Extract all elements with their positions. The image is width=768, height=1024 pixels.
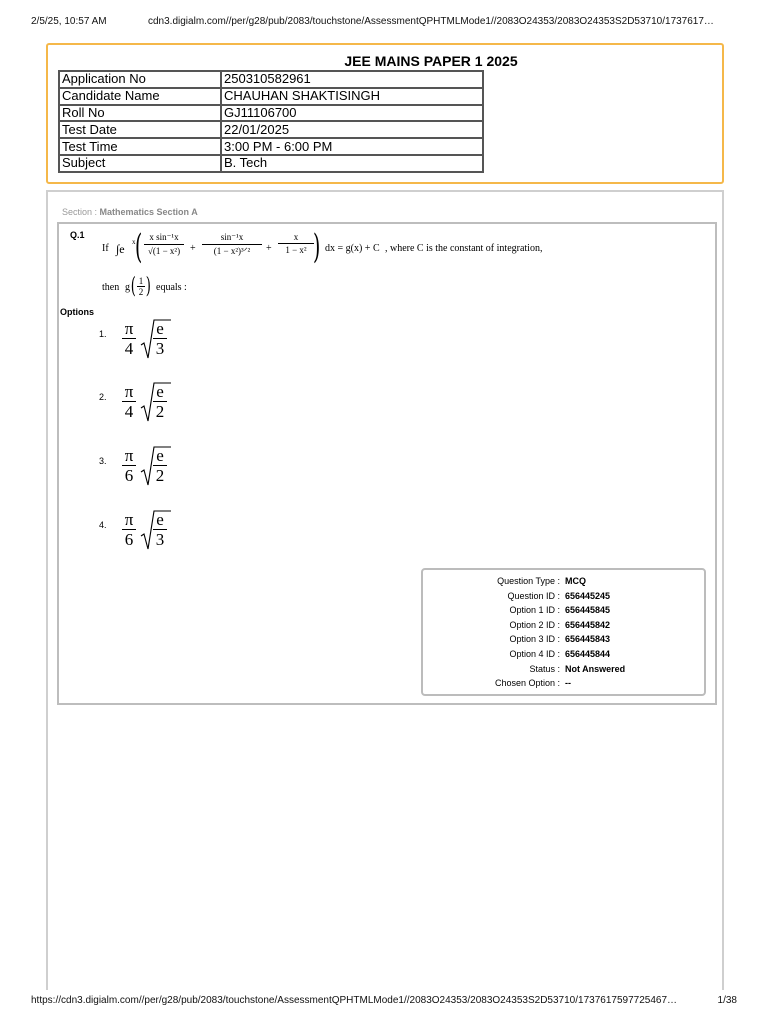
print-header <box>31 16 737 30</box>
info-value: 22/01/2025 <box>221 121 483 138</box>
e-symbol: e <box>153 446 167 466</box>
e-symbol: e <box>153 382 167 402</box>
meta-row <box>423 664 704 679</box>
eq-term1-num: x sin⁻¹x <box>144 232 184 245</box>
prompt-open-paren: ( <box>130 274 136 299</box>
meta-value: Not Answered <box>565 663 626 674</box>
eq-term2-den: (1 − x²)³ᐟ² <box>213 246 251 256</box>
option-e-fraction <box>153 446 167 485</box>
meta-value: 656445842 <box>565 619 611 630</box>
info-label: Test Date <box>59 121 221 138</box>
meta-value: 656445245 <box>565 590 611 601</box>
option-pi-fraction <box>122 382 136 421</box>
pi-symbol: π <box>122 446 136 466</box>
e-denominator: 3 <box>155 530 165 549</box>
e-denominator: 2 <box>155 466 165 485</box>
eq-term3 <box>278 232 314 255</box>
print-timestamp: 2/5/25, 10:57 AM <box>31 16 107 27</box>
prompt-func: g <box>125 282 130 293</box>
pi-denominator: 6 <box>124 530 134 549</box>
option-number: 2. <box>99 392 107 402</box>
prompt-close-paren: ) <box>145 274 151 299</box>
meta-label: Question ID : <box>507 590 560 601</box>
pi-denominator: 4 <box>124 339 134 358</box>
option-2[interactable] <box>99 382 189 424</box>
option-1[interactable] <box>99 319 189 361</box>
meta-label: Option 3 ID : <box>509 634 560 645</box>
meta-value: 656445845 <box>565 605 611 616</box>
info-row <box>59 105 483 122</box>
eq-term2 <box>202 232 262 257</box>
option-4[interactable] <box>99 510 189 552</box>
eq-term2-num: sin⁻¹x <box>202 232 262 245</box>
e-denominator: 3 <box>155 339 165 358</box>
footer-url[interactable]: https://cdn3.digialm.com//per/g28/pub/2083/touchstone/AssessmentQPHTMLMode1//2083O24353/2083O24353S2D53710/1737617597725467… <box>31 995 678 1006</box>
info-label: Roll No <box>59 105 221 122</box>
question-box <box>57 222 717 705</box>
meta-row <box>423 591 704 606</box>
pi-denominator: 4 <box>124 402 134 421</box>
meta-row <box>423 605 704 620</box>
print-url[interactable]: cdn3.digialm.com//per/g28/pub/2083/touchstone/AssessmentQPHTMLMode1//2083O24353/2083O24353S2D53710/1737617… <box>148 16 714 27</box>
question-number: Q.1 <box>70 230 85 240</box>
eq-plus1: + <box>190 243 196 254</box>
prompt-arg <box>137 276 145 297</box>
info-label: Application No <box>59 71 221 88</box>
e-symbol: e <box>153 319 167 339</box>
meta-value: MCQ <box>565 576 586 586</box>
eq-tail: dx = g(x) + C <box>325 243 380 254</box>
meta-row <box>423 634 704 649</box>
option-e-fraction <box>153 510 167 549</box>
candidate-info-card <box>46 43 724 184</box>
question-prompt <box>102 276 302 300</box>
pi-symbol: π <box>122 319 136 339</box>
prompt-suffix: equals : <box>156 282 187 293</box>
option-number: 4. <box>99 520 107 530</box>
eq-note: , where C is the constant of integration, <box>385 243 543 254</box>
option-3[interactable] <box>99 446 189 488</box>
meta-label: Status : <box>529 663 560 674</box>
meta-value: -- <box>565 678 571 689</box>
print-footer <box>31 995 737 1009</box>
info-label: Candidate Name <box>59 88 221 105</box>
e-symbol: e <box>153 510 167 530</box>
option-e-fraction <box>153 319 167 358</box>
meta-row <box>423 649 704 664</box>
eq-open-paren: ( <box>134 227 143 267</box>
eq-term3-den: 1 − x² <box>285 245 307 255</box>
eq-term1-den: √(1 − x²) <box>147 246 181 256</box>
info-value: 3:00 PM - 6:00 PM <box>221 138 483 155</box>
option-pi-fraction <box>122 510 136 549</box>
option-pi-fraction <box>122 446 136 485</box>
info-value: CHAUHAN SHAKTISINGH <box>221 88 483 105</box>
eq-if: If <box>102 243 109 254</box>
pi-denominator: 6 <box>124 466 134 485</box>
meta-label: Chosen Option : <box>494 678 560 689</box>
info-row <box>59 121 483 138</box>
info-row <box>59 155 483 172</box>
e-denominator: 2 <box>155 402 165 421</box>
eq-integral: ∫e <box>116 242 125 256</box>
prompt-arg-num: 1 <box>138 276 144 286</box>
meta-label: Question Type : <box>497 576 560 586</box>
section-label <box>62 207 198 217</box>
section-panel <box>46 190 724 990</box>
question-meta-box <box>421 568 706 696</box>
info-row <box>59 88 483 105</box>
option-number: 1. <box>99 329 107 339</box>
info-row <box>59 71 483 88</box>
pi-symbol: π <box>122 382 136 402</box>
info-value: 250310582961 <box>221 71 483 88</box>
info-label: Subject <box>59 155 221 172</box>
option-e-fraction <box>153 382 167 421</box>
exam-title: JEE MAINS PAPER 1 2025 <box>344 53 518 69</box>
eq-plus2: + <box>266 243 272 254</box>
info-value: B. Tech <box>221 155 483 172</box>
meta-row <box>423 620 704 635</box>
page-number: 1/38 <box>717 995 737 1006</box>
meta-label: Option 4 ID : <box>509 649 560 659</box>
options-label: Options <box>60 307 94 317</box>
meta-row <box>423 678 704 693</box>
meta-row <box>423 576 704 591</box>
meta-value: 656445844 <box>565 649 611 659</box>
eq-close-paren: ) <box>312 227 321 267</box>
question-equation <box>102 229 582 271</box>
pi-symbol: π <box>122 510 136 530</box>
section-name: Mathematics Section A <box>99 207 198 217</box>
meta-label: Option 1 ID : <box>509 605 560 616</box>
candidate-info-table <box>58 70 484 173</box>
meta-label: Option 2 ID : <box>509 619 560 630</box>
info-value: GJ11106700 <box>221 105 483 122</box>
eq-term3-num: x <box>278 232 314 244</box>
option-pi-fraction <box>122 319 136 358</box>
info-label: Test Time <box>59 138 221 155</box>
eq-term1 <box>144 232 184 256</box>
info-row <box>59 138 483 155</box>
section-prefix: Section : <box>62 207 100 217</box>
option-number: 3. <box>99 456 107 466</box>
eq-exponent: x <box>132 238 136 246</box>
prompt-then: then <box>102 282 120 293</box>
prompt-arg-den: 2 <box>138 287 144 297</box>
meta-value: 656445843 <box>565 634 611 645</box>
